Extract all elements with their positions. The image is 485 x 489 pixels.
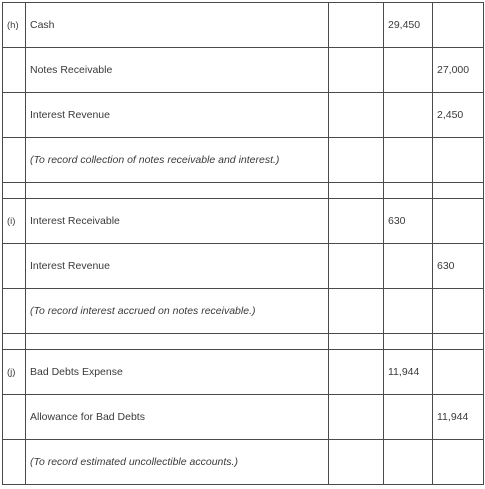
- ref-cell: [329, 395, 384, 440]
- journal-row: [3, 199, 484, 244]
- ref-cell: [329, 48, 384, 93]
- spacer-row: [3, 183, 484, 199]
- journal-row: [3, 244, 484, 289]
- ref-cell: [329, 289, 384, 334]
- journal-row: [3, 48, 484, 93]
- ref-cell: [329, 93, 384, 138]
- credit-cell: [433, 3, 484, 48]
- journal-row: [3, 3, 484, 48]
- memo-row: [3, 440, 484, 485]
- account-cell: Bad Debts Expense: [26, 350, 329, 395]
- entry-label-empty: [3, 289, 26, 334]
- debit-cell: [384, 289, 433, 334]
- spacer-row: [3, 334, 484, 350]
- memo-row: [3, 138, 484, 183]
- account-cell: Interest Revenue: [26, 93, 329, 138]
- credit-cell: 630: [433, 244, 484, 289]
- entry-label: (i): [3, 199, 26, 244]
- debit-cell: [384, 395, 433, 440]
- debit-cell: [384, 244, 433, 289]
- debit-cell: [384, 440, 433, 485]
- entry-label-empty: [3, 440, 26, 485]
- entry-label-empty: [3, 138, 26, 183]
- ref-cell: [329, 199, 384, 244]
- account-cell: Interest Revenue: [26, 244, 329, 289]
- ref-cell: [329, 350, 384, 395]
- memo-text: (To record collection of notes receivable and interest.): [26, 138, 329, 183]
- journal-row: [3, 93, 484, 138]
- entry-label-empty: [3, 395, 26, 440]
- ref-cell: [329, 440, 384, 485]
- credit-cell: 11,944: [433, 395, 484, 440]
- account-cell: Interest Receivable: [26, 199, 329, 244]
- entry-label-empty: [3, 244, 26, 289]
- credit-cell: [433, 350, 484, 395]
- credit-cell: [433, 440, 484, 485]
- ref-cell: [329, 244, 384, 289]
- credit-cell: [433, 289, 484, 334]
- journal-entries-table: [2, 2, 484, 485]
- journal-row: [3, 350, 484, 395]
- debit-cell: [384, 48, 433, 93]
- account-cell: Allowance for Bad Debts: [26, 395, 329, 440]
- debit-cell: 29,450: [384, 3, 433, 48]
- entry-label-empty: [3, 93, 26, 138]
- account-cell: Cash: [26, 3, 329, 48]
- credit-cell: 2,450: [433, 93, 484, 138]
- debit-cell: 630: [384, 199, 433, 244]
- memo-row: [3, 289, 484, 334]
- entry-label-empty: [3, 48, 26, 93]
- credit-cell: [433, 138, 484, 183]
- entry-label: (j): [3, 350, 26, 395]
- credit-cell: [433, 199, 484, 244]
- debit-cell: [384, 138, 433, 183]
- memo-text: (To record interest accrued on notes receivable.): [26, 289, 329, 334]
- ref-cell: [329, 3, 384, 48]
- credit-cell: 27,000: [433, 48, 484, 93]
- entry-label: (h): [3, 3, 26, 48]
- ref-cell: [329, 138, 384, 183]
- debit-cell: [384, 93, 433, 138]
- debit-cell: 11,944: [384, 350, 433, 395]
- memo-text: (To record estimated uncollectible accounts.): [26, 440, 329, 485]
- account-cell: Notes Receivable: [26, 48, 329, 93]
- journal-row: [3, 395, 484, 440]
